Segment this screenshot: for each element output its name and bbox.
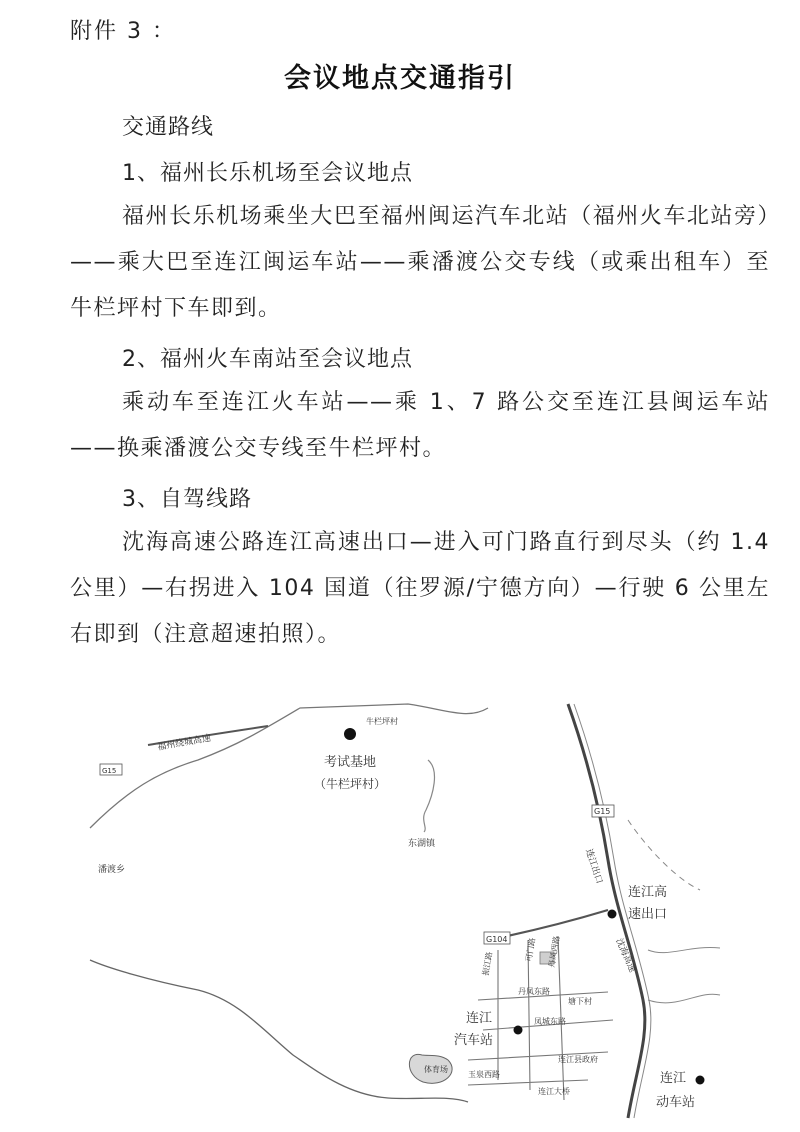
g15-badge: G15: [594, 807, 611, 816]
sea-edge: [648, 948, 720, 1003]
road-kemen: 可门路: [524, 937, 538, 963]
venue-name: 考试基地: [324, 755, 377, 770]
road-g: 振江路: [481, 951, 495, 977]
road-c: 凤城东路: [534, 1017, 566, 1026]
bus-station-dot: [514, 1026, 523, 1035]
route-2-heading: 2、福州火车南站至会议地点: [122, 347, 413, 372]
lake-shape: [424, 760, 435, 832]
route-3-heading: 3、自驾线路: [122, 487, 252, 512]
town-pandu: 潘渡乡: [98, 865, 126, 875]
road-b: 塘下村: [568, 997, 592, 1006]
exit-small-label: 连江出口: [583, 847, 604, 886]
stadium-label: 体育场: [424, 1065, 448, 1074]
road-e: 玉泉西路: [468, 1070, 500, 1079]
river-outline: [90, 704, 488, 828]
g15-north-badge: G15: [102, 767, 117, 775]
g15-expressway-label: 沈海高速: [613, 937, 638, 975]
coast-outline: [90, 960, 468, 1102]
location-map: [88, 700, 724, 1120]
page-title: 会议地点交通指引: [284, 63, 516, 94]
north-expressway-label: 福州绕城高速: [156, 733, 212, 753]
bus-station-line1: 连江: [466, 1011, 493, 1026]
road-h: 丹凤西路: [547, 935, 562, 969]
venue-sub: （牛栏坪村）: [314, 777, 387, 791]
exit-dot: [608, 910, 617, 919]
road-f: 连江大桥: [538, 1087, 570, 1096]
train-station-line2: 动车站: [656, 1095, 696, 1110]
section-heading: 交通路线: [122, 115, 215, 140]
train-station-dot: [696, 1076, 705, 1085]
bus-station-line2: 汽车站: [454, 1033, 494, 1048]
g104-badge: G104: [486, 935, 508, 944]
road-d: 连江县政府: [558, 1055, 598, 1064]
route-1-text: 福州长乐机场乘坐大巴至福州闽运汽车北站（福州火车北站旁）——乘大巴至连江闽运车站——乘潘渡公交专线（或乘出租车）至牛栏坪村下车即到。: [70, 204, 770, 321]
road-a: 丹凤东路: [518, 987, 550, 996]
venue-dot: [344, 728, 356, 740]
exit-label-line2: 速出口: [628, 907, 668, 922]
route-3-text: 沈海高速公路连江高速出口—进入可门路直行到尽头（约 1.4 公里）—右拐进入 104 国道（往罗源/宁德方向）—行驶 6 公里左右即到（注意超速拍照）。: [70, 530, 770, 647]
venue-tag: 牛栏坪村: [366, 717, 398, 726]
route-2-text: 乘动车至连江火车站——乘 1、7 路公交至连江县闽运车站——换乘潘渡公交专线至牛栏坪村。: [70, 390, 770, 461]
route-1-heading: 1、福州长乐机场至会议地点: [122, 161, 413, 186]
attachment-label: 附件 3 ：: [70, 19, 176, 44]
town-dongxiang: 东湖镇: [408, 839, 436, 849]
train-station-line1: 连江: [660, 1071, 687, 1086]
exit-label-line1: 连江高: [628, 885, 668, 900]
